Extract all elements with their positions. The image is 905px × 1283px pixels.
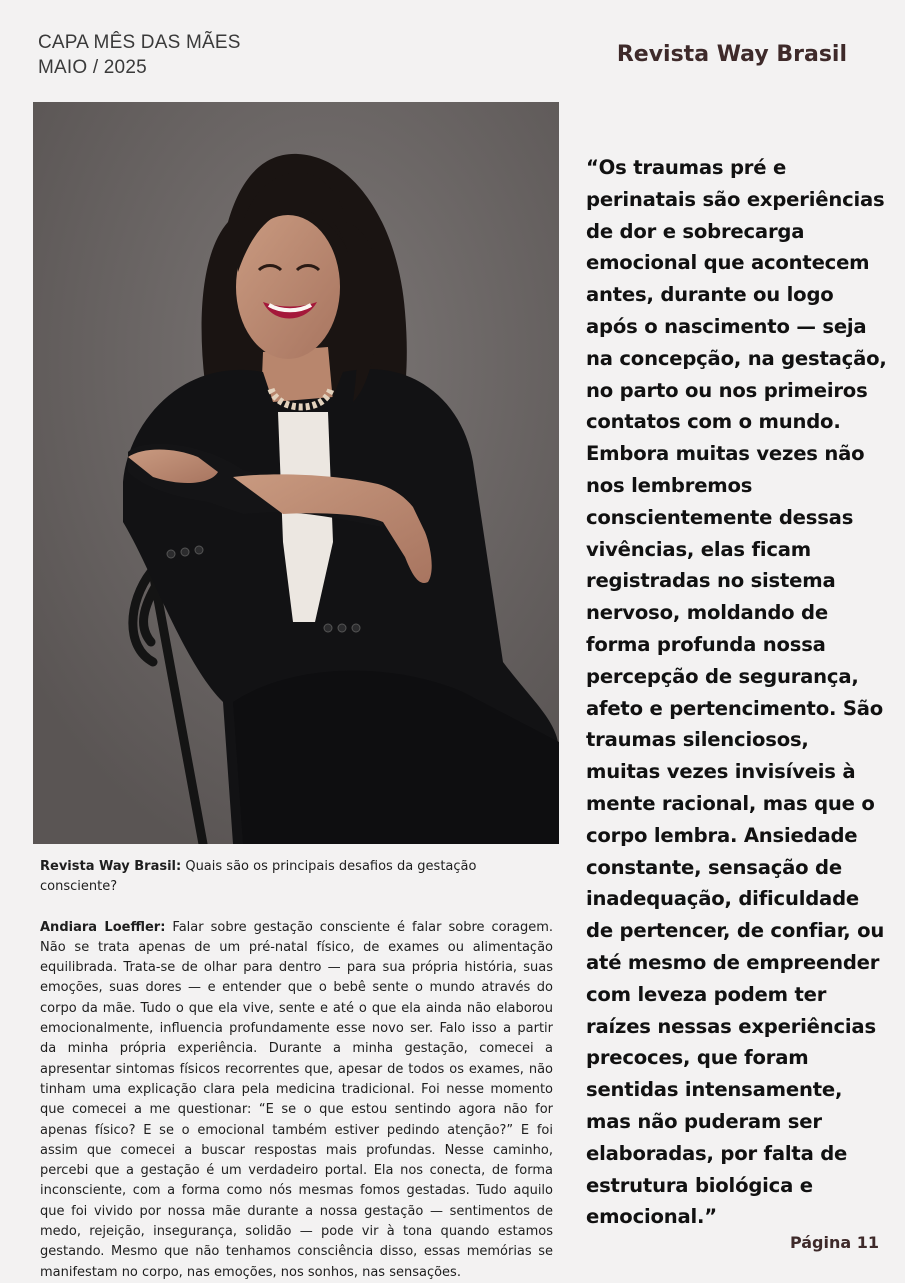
- interview-question: [40, 857, 553, 898]
- answer-text: Falar sobre gestação consciente é falar sobre coragem. Não se trata apenas de um pré-natal físico, de exames ou alimentação equilibrada. Trata-se de olhar para dentro — para sua própria história, suas emoções, suas dores — e entender que o bebê sente o mundo através do corpo da mãe. Tudo o que ela vive, sente e até o que ela ainda não elaborou emocionalmente, influencia profundamente esse novo ser. Falo isso a partir da minha própria experiência. Durante a minha gestação, comecei a apresentar sintomas físicos recorrentes que, apesar de todos os exames, não tinham uma explicação clara pela medicina tradicional. Foi nesse momento que comecei a me questionar: “E se o que estou sentindo agora não for apenas físico? E se o emocional também estiver pedindo atenção?” E foi assim que comecei a buscar respostas mais profundas. Nesse caminho, percebi que a gestação é um verdadeiro portal. Ela nos conecta, de forma inconsciente, com a forma como nós mesmas fomos gestadas. Tudo aquilo que foi vivido por nossa mãe durante a nossa gestação — sentimentos de medo, rejeição, insegurança, solidão — pode vir à tona quando estamos gestando. Mesmo que não tenhamos consciência disso, essas memórias se manifestam no corpo, nas emoções, nos sonhos, nas sensações.: [40, 919, 553, 1280]
- section-title: CAPA MÊS DAS MÃES: [38, 32, 241, 53]
- issue-header: [38, 30, 241, 80]
- question-text: Quais são os principais desafios da gestação consciente?: [40, 859, 477, 895]
- cover-portrait-photo: [33, 102, 559, 844]
- pull-quote: “Os traumas pré e perinatais são experiências de dor e sobrecarga emocional que acontecem antes, durante ou logo após o nascimento — seja na concepção, na gestação, no parto ou nos primeiros contatos com o mundo. Embora muitas vezes não nos lembremos conscientemente dessas vivências, elas ficam registradas no sistema nervoso, moldando de forma profunda nossa percepção de segurança, afeto e pertencimento. São traumas silenciosos, muitas vezes invisíveis à mente racional, mas que o corpo lembra. Ansiedade constante, sensação de inadequação, dificuldade de pertencer, de confiar, ou até mesmo de empreender com leveza podem ter raízes nessas experiências precoces, que foram sentidas intensamente, mas não puderam ser elaboradas, por falta de estrutura biológica e emocional.”: [586, 156, 887, 1229]
- answer-label: Andiara Loeffler:: [40, 919, 166, 935]
- page-number: Página 11: [789, 1233, 879, 1252]
- interview-answer: [40, 918, 553, 1283]
- question-label: Revista Way Brasil:: [40, 859, 182, 874]
- interview-article: [40, 857, 553, 1283]
- issue-date: MAIO / 2025: [38, 57, 147, 78]
- magazine-brand: Revista Way Brasil: [616, 42, 847, 67]
